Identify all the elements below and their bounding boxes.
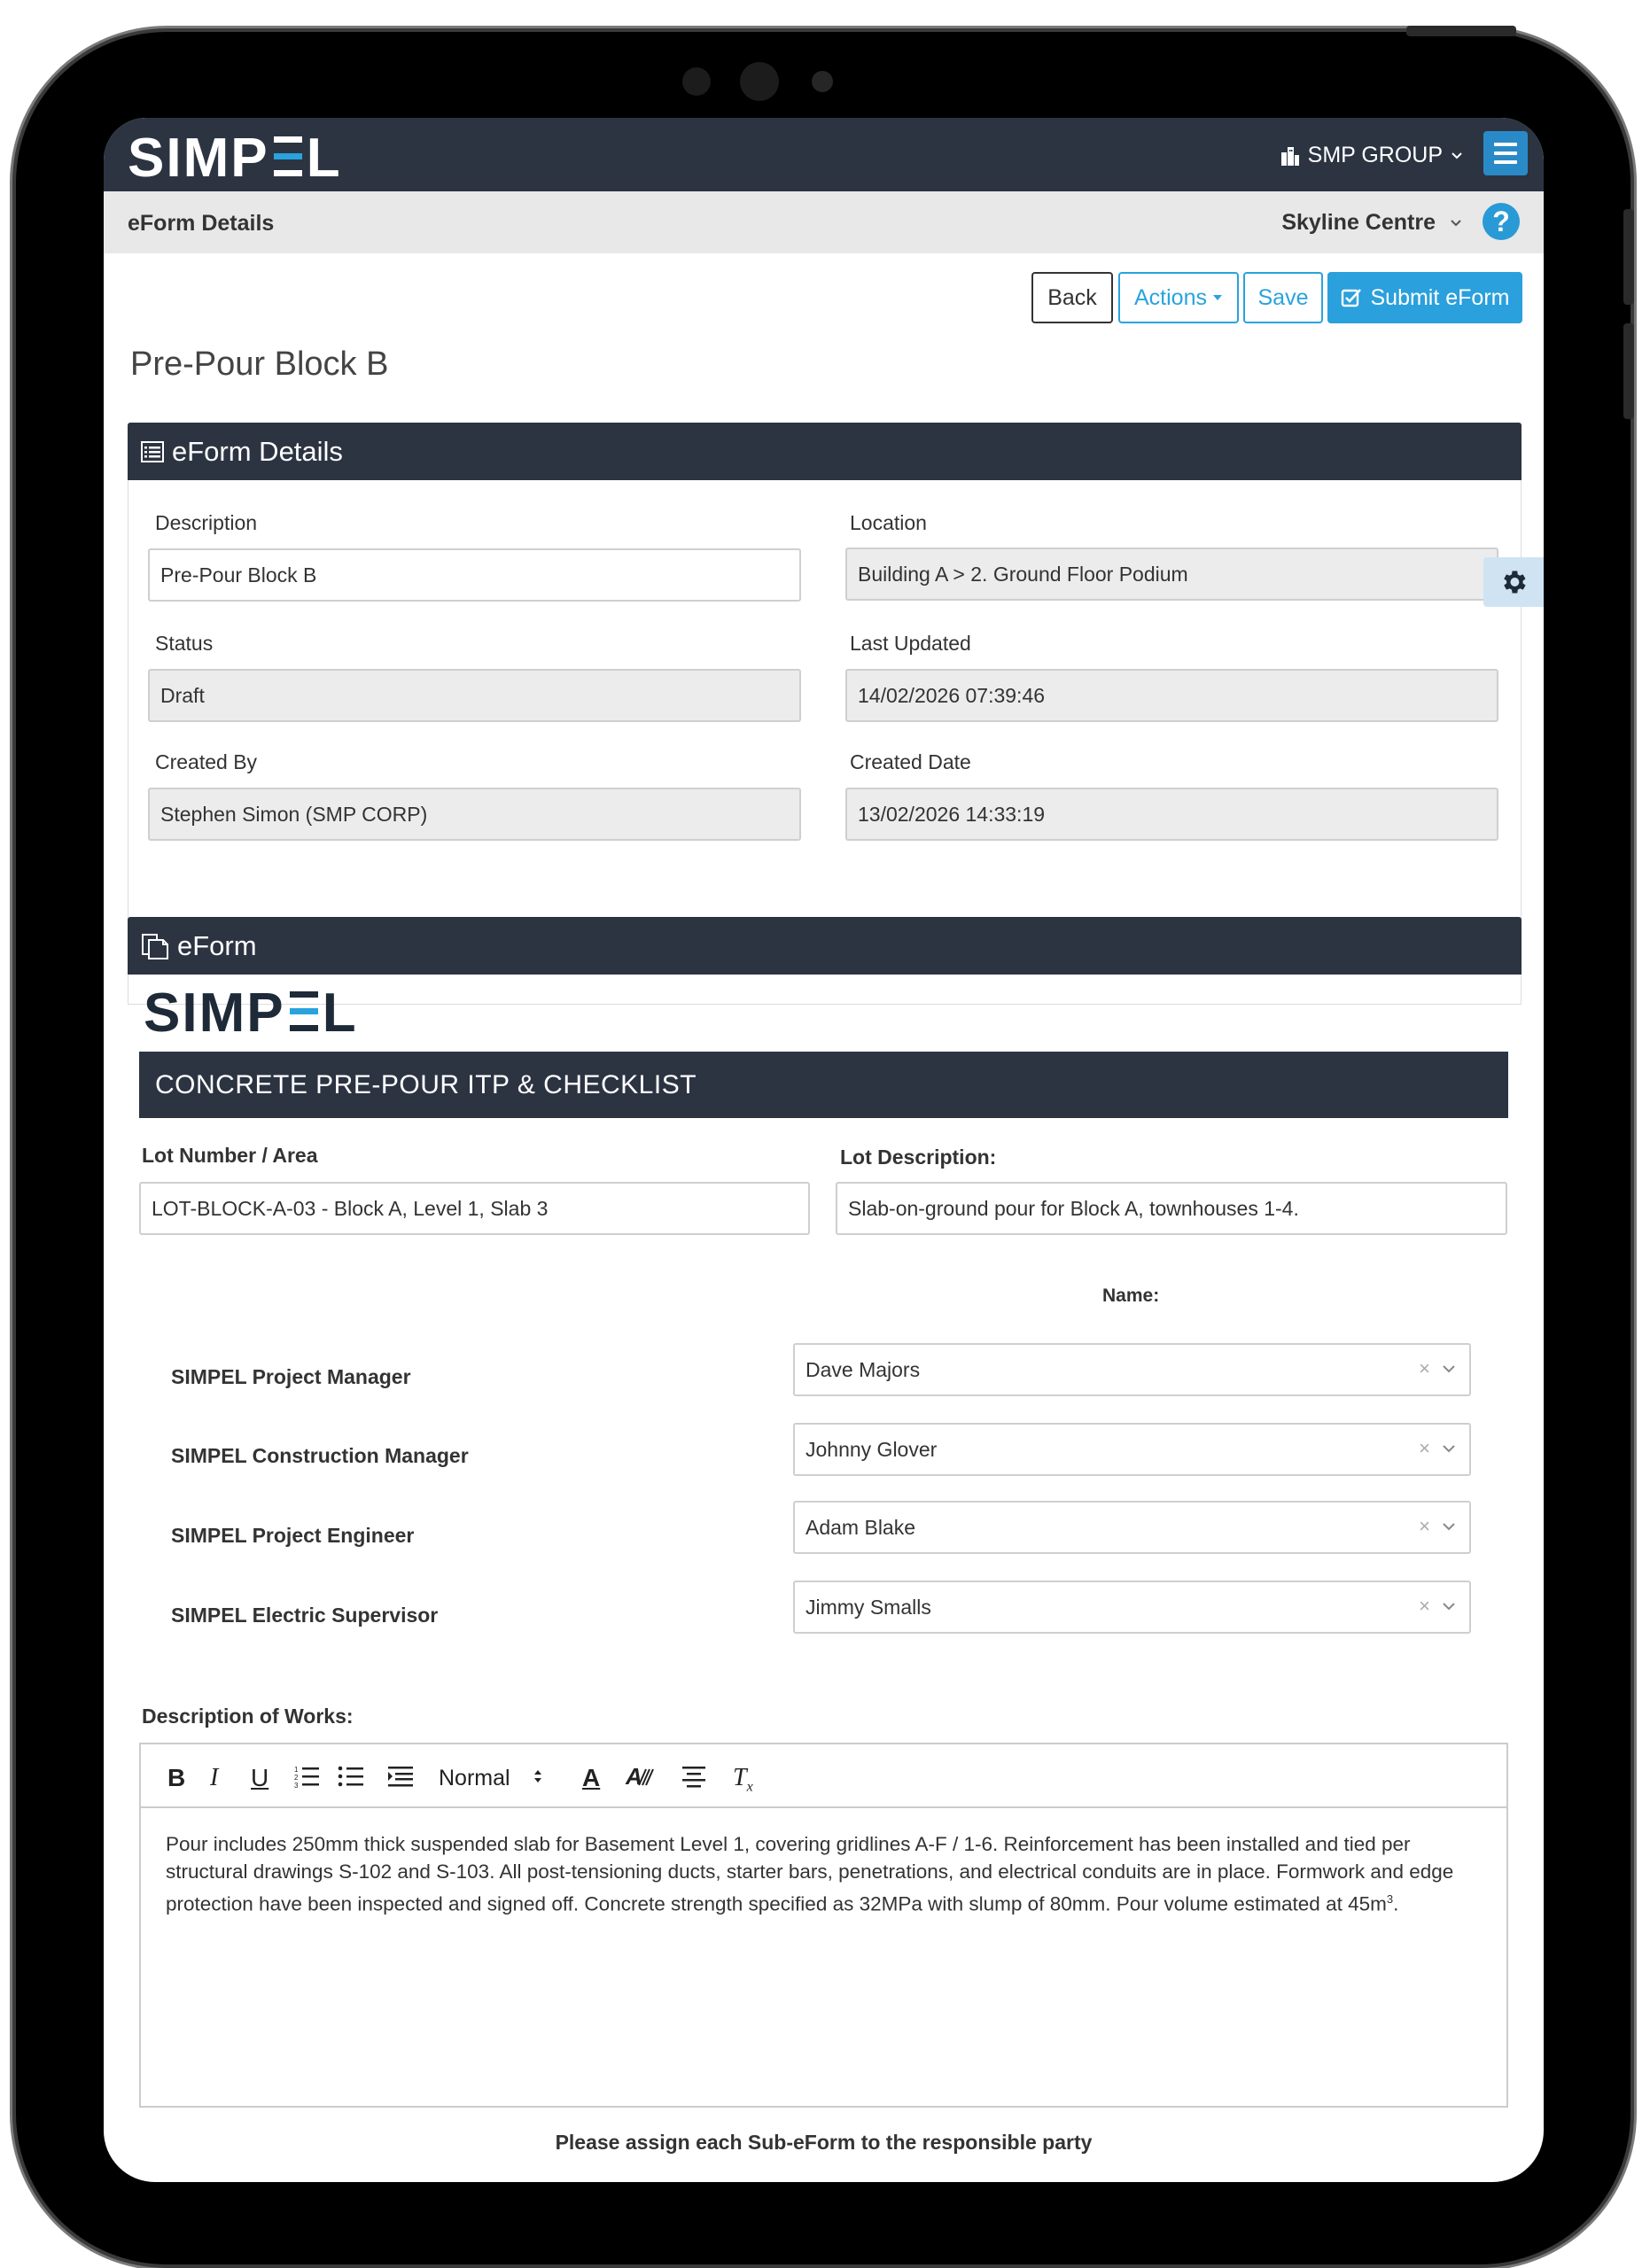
- indent-icon[interactable]: [387, 1764, 414, 1789]
- save-button[interactable]: [1243, 272, 1323, 323]
- lot-description-label: Lot Description:: [840, 1146, 997, 1169]
- person-select[interactable]: [793, 1501, 1471, 1554]
- underline-button[interactable]: U: [251, 1764, 269, 1791]
- light-sensor-icon: [812, 71, 833, 92]
- clear-format-label: T: [733, 1764, 747, 1791]
- person-select[interactable]: [793, 1423, 1471, 1476]
- role-label: SIMPEL Project Engineer: [171, 1524, 415, 1547]
- chevron-down-icon[interactable]: [1441, 1598, 1457, 1614]
- works-text-superscript: 3: [1386, 1892, 1394, 1906]
- save-label: Save: [1257, 284, 1309, 310]
- last-updated-label: Last Updated: [850, 632, 971, 655]
- svg-text:3: 3: [294, 1782, 299, 1789]
- chevron-down-icon: [1448, 215, 1464, 231]
- eform-panel-title: eForm: [177, 929, 257, 961]
- text-color-button[interactable]: A: [582, 1764, 601, 1791]
- select-value: Johnny Glover: [806, 1437, 938, 1461]
- app-screen: [104, 118, 1544, 2182]
- svg-text:2: 2: [294, 1774, 299, 1782]
- help-icon[interactable]: ?: [1483, 203, 1520, 240]
- location-label: Location: [850, 511, 927, 534]
- chevron-down-icon[interactable]: [1441, 1518, 1457, 1534]
- editor-toolbar: [139, 1743, 1508, 1808]
- created-date-field: 13/02/2026 14:33:19: [845, 788, 1498, 841]
- project-name: Skyline Centre: [1281, 210, 1436, 235]
- back-button[interactable]: [1031, 272, 1113, 323]
- checkbox-icon: [1341, 287, 1362, 308]
- eform-panel-header: [128, 917, 1522, 975]
- updown-caret-icon[interactable]: [533, 1767, 543, 1785]
- top-navbar: [104, 118, 1544, 191]
- lot-number-input[interactable]: LOT-BLOCK-A-03 - Block A, Level 1, Slab 3: [139, 1182, 810, 1235]
- project-selector[interactable]: [1281, 210, 1464, 236]
- back-label: Back: [1047, 284, 1097, 310]
- svg-text:1: 1: [294, 1766, 299, 1774]
- clear-icon[interactable]: ×: [1419, 1437, 1430, 1459]
- building-icon: [1280, 145, 1301, 167]
- menu-button[interactable]: [1483, 131, 1528, 175]
- tablet-top-button: [1406, 26, 1516, 36]
- sensor-icon: [682, 67, 711, 96]
- camera-icon: [740, 62, 779, 101]
- select-value: Dave Majors: [806, 1357, 921, 1381]
- select-value: Adam Blake: [806, 1515, 916, 1539]
- hamburger-icon: [1494, 143, 1517, 146]
- select-value: Jimmy Smalls: [806, 1595, 931, 1619]
- chevron-down-icon[interactable]: [1441, 1361, 1457, 1377]
- section-title: eForm Details: [128, 211, 275, 236]
- italic-button[interactable]: I: [210, 1764, 219, 1791]
- works-text: Pour includes 250mm thick suspended slab for Basement Level 1, covering gridlines A-F / 1-6. Reinforcement has been installed and tied per structural drawings S-102 and S-103. All post-tensioning ducts, starter bars, penetrations, and electrical conduits are in place. Formwork and edge protection have been inspected and signed off. Concrete strength specified as 32MPa with slump of 80mm. Pour volume estimated at 45m: [166, 1833, 1454, 1915]
- list-icon: [140, 439, 165, 464]
- actions-button[interactable]: [1118, 272, 1239, 323]
- submit-label: Submit eForm: [1370, 284, 1510, 310]
- created-by-field: Stephen Simon (SMP CORP): [148, 788, 801, 841]
- last-updated-field: 14/02/2026 07:39:46: [845, 669, 1498, 722]
- bullet-list-icon[interactable]: [338, 1764, 364, 1789]
- lot-description-input[interactable]: Slab-on-ground pour for Block A, townhouses 1-4.: [836, 1182, 1507, 1235]
- ordered-list-icon[interactable]: [293, 1764, 320, 1789]
- role-label: SIMPEL Electric Supervisor: [171, 1604, 439, 1627]
- location-field[interactable]: Building A > 2. Ground Floor Podium: [845, 548, 1498, 601]
- company-name: SMP GROUP: [1307, 143, 1443, 167]
- clear-icon[interactable]: ×: [1419, 1515, 1430, 1537]
- name-column-header: Name:: [1102, 1285, 1160, 1306]
- details-panel-title: eForm Details: [172, 435, 343, 467]
- settings-button[interactable]: [1483, 557, 1544, 607]
- gear-icon: [1498, 567, 1529, 597]
- brand-logo[interactable]: SIMP L: [128, 128, 342, 189]
- person-select[interactable]: [793, 1343, 1471, 1396]
- tablet-side-button: [1623, 323, 1634, 419]
- role-label: SIMPEL Construction Manager: [171, 1444, 469, 1467]
- sub-header: [104, 191, 1544, 253]
- svg-text:A: A: [626, 1764, 642, 1789]
- clear-format-button[interactable]: [733, 1764, 753, 1796]
- submit-eform-button[interactable]: [1327, 272, 1522, 323]
- clear-icon[interactable]: ×: [1419, 1595, 1430, 1617]
- description-input[interactable]: Pre-Pour Block B: [148, 548, 801, 602]
- role-label: SIMPEL Project Manager: [171, 1365, 411, 1388]
- documents-icon: [140, 932, 170, 960]
- chevron-down-icon[interactable]: [1441, 1441, 1457, 1456]
- caret-down-icon: [1212, 294, 1223, 301]
- assign-note: Please assign each Sub-eForm to the responsible party: [555, 2131, 1093, 2154]
- actions-label: Actions: [1134, 284, 1207, 310]
- person-select[interactable]: [793, 1581, 1471, 1634]
- tablet-side-button: [1623, 209, 1634, 305]
- status-label: Status: [155, 632, 214, 655]
- status-field: Draft: [148, 669, 801, 722]
- clear-icon[interactable]: ×: [1419, 1357, 1430, 1379]
- created-date-label: Created Date: [850, 750, 971, 773]
- bold-button[interactable]: B: [167, 1764, 186, 1791]
- page-title: Pre-Pour Block B: [130, 346, 389, 383]
- form-banner: CONCRETE PRE-POUR ITP & CHECKLIST: [139, 1052, 1508, 1118]
- company-selector[interactable]: [1280, 143, 1464, 168]
- works-editor[interactable]: [139, 1806, 1508, 2108]
- lot-number-label: Lot Number / Area: [142, 1144, 318, 1167]
- chevron-down-icon: [1450, 149, 1464, 163]
- eform-brand-logo: SIMP L: [144, 983, 358, 1044]
- align-center-icon[interactable]: [681, 1764, 706, 1789]
- clear-format-icon: x: [746, 1779, 753, 1795]
- description-label: Description: [155, 511, 258, 534]
- works-text-end: .: [1393, 1892, 1399, 1915]
- works-label: Description of Works:: [142, 1705, 354, 1728]
- created-by-label: Created By: [155, 750, 258, 773]
- details-panel-header: [128, 423, 1522, 480]
- highlight-icon[interactable]: [625, 1764, 657, 1789]
- format-select[interactable]: Normal: [439, 1766, 510, 1790]
